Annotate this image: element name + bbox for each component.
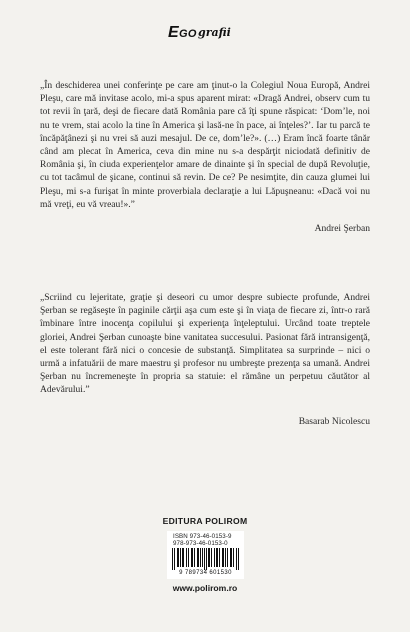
quote-author-andrei-serban: Andrei Şerban (314, 223, 370, 234)
barcode-icon (171, 548, 240, 570)
quote-andrei-serban: „În deschiderea unei conferinţe pe care am ţinut-o la Colegiul Noua Europă, Andrei Pleşu, care mă invitase acolo, mi-a spus aparent mirat: «Dragă Andrei, observ cum tu tot revii în ţară, deşi de fiecare dată România pare că îţi spune răspicat: ‘Dom’le, noi nu te vrem, stai acolo la tine în America şi lasă-ne în pace, ai înţeles?’. Iar tu parcă te încăpăţânezi şi nu vrei să auzi mesajul. De ce, dom’le?». (…) Eram încă foarte tânăr când am plecat în America, ceva din mine nu s-a despărţit niciodată definitiv de România şi, în ciuda experienţelor amare de dinainte şi în special de după Revoluţie, cu tot tacâmul de şicane, continui să revin. De ce? Pe nesimţite, din cauza glumei lui Pleşu, mi s-a furişat în minte proverbiala declaraţie a lui Lăpuşneanu: «Dacă voi nu mă vreţi, eu vă vreau!».” (40, 80, 370, 210)
publisher-name: EDITURA POLIROM (162, 516, 248, 526)
logo-ego-text: EGO (168, 24, 197, 41)
ego-grafii-logo (168, 24, 242, 46)
isbn-13: 978-973-46-0153-0 (173, 540, 228, 547)
quote-author-basarab-nicolescu: Basarab Nicolescu (298, 416, 370, 427)
isbn-barcode-block (167, 531, 244, 579)
logo-grafii-text: grafii (198, 26, 231, 39)
barcode-digits: 9 789734 601530 (179, 570, 232, 576)
quote-basarab-nicolescu: „Scriind cu lejeritate, graţie şi deseori cu umor despre subiecte profunde, Andrei Şerban se regăseşte în paginile cărţii aşa cum este şi în viaţa de fiecare zi, într-o rară îmbinare între inocenţa copilului şi experienţa înţeleptului. Urcând toate treptele gloriei, Andrei Şerban cunoaşte bine vanitatea succesului. Pasionat fără intransigenţă, el este tolerant fără nici o concesie de substanţă. Simplitatea sa surprinde – nici o urmă a infatuării de mare maestru şi profesor nu umbreşte prezenţa sa umană. Andrei Şerban nu încremeneşte în propria sa statuie: el rămâne un perpetuu căutător al Adevărului.” (40, 292, 370, 396)
isbn-10: ISBN 973-46-0153-9 (173, 533, 232, 540)
publisher-website: www.polirom.ro (172, 583, 238, 593)
